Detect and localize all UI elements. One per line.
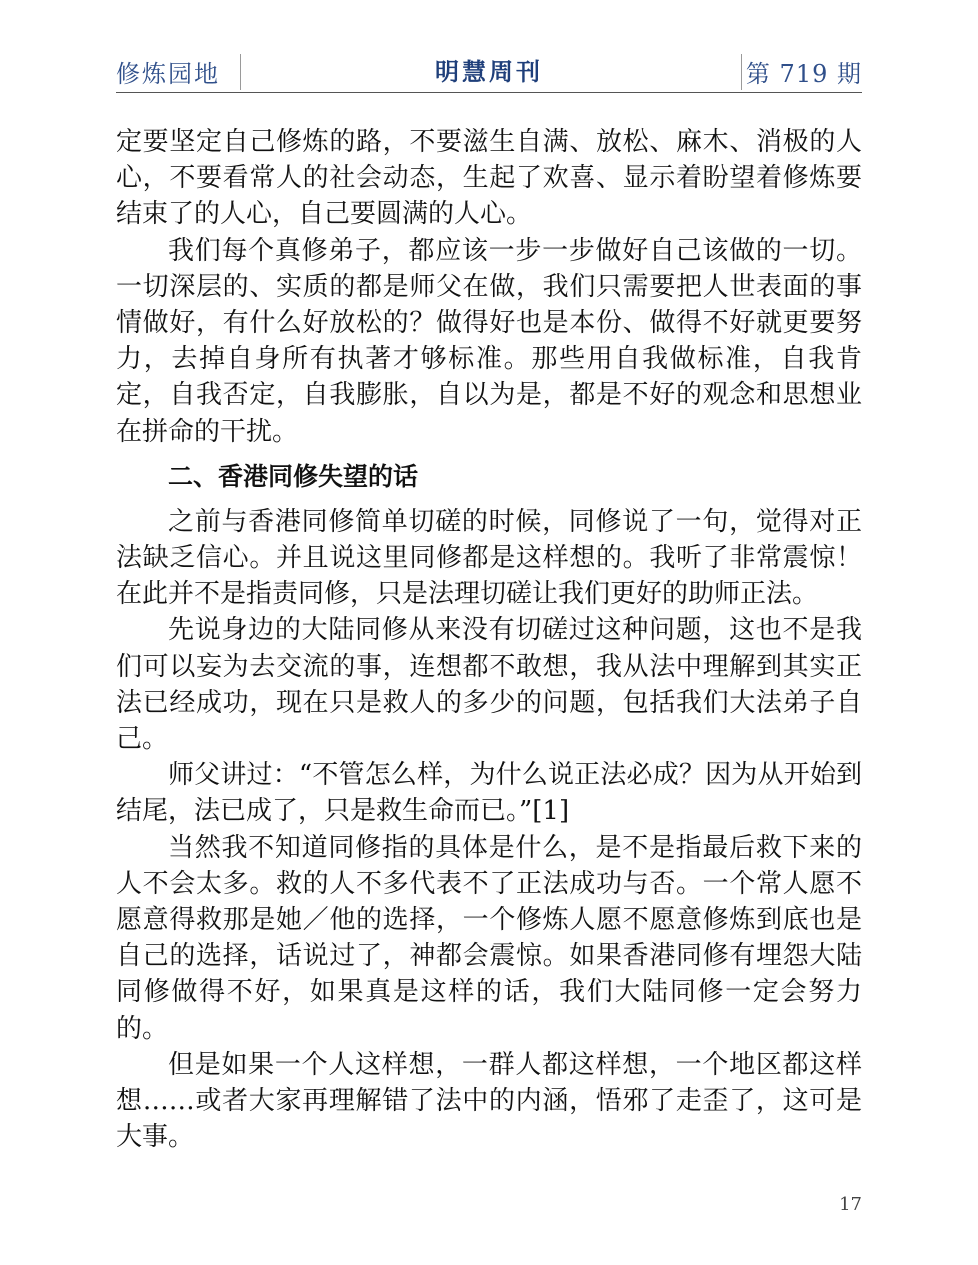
paragraph-2: 我们每个真修弟子，都应该一步一步做好自己该做的一切。一切深层的、实质的都是师父在做，我们只需要把人世表面的事情做好，有什么好放松的？做得好也是本份、做得不好就更要努力，去掉自身所有执著才够标准。那些用自我做标准，自我肯定，自我否定，自我膨胀，自以为是，都是不好的观念和思想业在拼命的干扰。 xyxy=(116,235,862,447)
page-number: 17 xyxy=(839,1194,862,1215)
paragraph-3: 之前与香港同修简单切磋的时候，同修说了一句，觉得对正法缺乏信心。并且说这里同修都是这样想的。我听了非常震惊！在此并不是指责同修，只是法理切磋让我们更好的助师正法。 xyxy=(116,506,862,610)
article-body xyxy=(116,124,862,1155)
page-header xyxy=(116,48,862,93)
publication-title: 明慧周刊 xyxy=(435,57,543,86)
paragraph-4: 先说身边的大陆同修从来没有切磋过这种问题，这也不是我们可以妄为去交流的事，连想都不敢想，我从法中理解到其实正法已经成功，现在只是救人的多少的问题，包括我们大法弟子自己。 xyxy=(116,615,862,755)
paragraph-7: 但是如果一个人这样想，一群人都这样想，一个地区都这样想……或者大家再理解错了法中的内涵，悟邪了走歪了，这可是大事。 xyxy=(116,1049,862,1153)
section-title: 修炼园地 xyxy=(116,60,220,88)
paragraph-5: 师父讲过：“不管怎么样，为什么说正法必成？因为从开始到结尾，法已成了，只是救生命而已。”[1] xyxy=(116,760,862,827)
header-divider-right xyxy=(741,54,742,90)
paragraph-1: 定要坚定自己修炼的路，不要滋生自满、放松、麻木、消极的人心，不要看常人的社会动态，生起了欢喜、显示着盼望着修炼要结束了的人心，自己要圆满的人心。 xyxy=(116,127,862,230)
section-heading: 二、香港同修失望的话 xyxy=(168,461,419,491)
issue-number: 第 719 期 xyxy=(745,60,862,88)
paragraph-6: 当然我不知道同修指的具体是什么，是不是指最后救下来的人不会太多。救的人不多代表不了正法成功与否。一个常人愿不愿意得救那是她／他的选择，一个修炼人愿不愿意修炼到底也是自己的选择，话说过了，神都会震惊。如果香港同修有埋怨大陆同修做得不好，如果真是这样的话，我们大陆同修一定会努力的。 xyxy=(116,832,862,1044)
